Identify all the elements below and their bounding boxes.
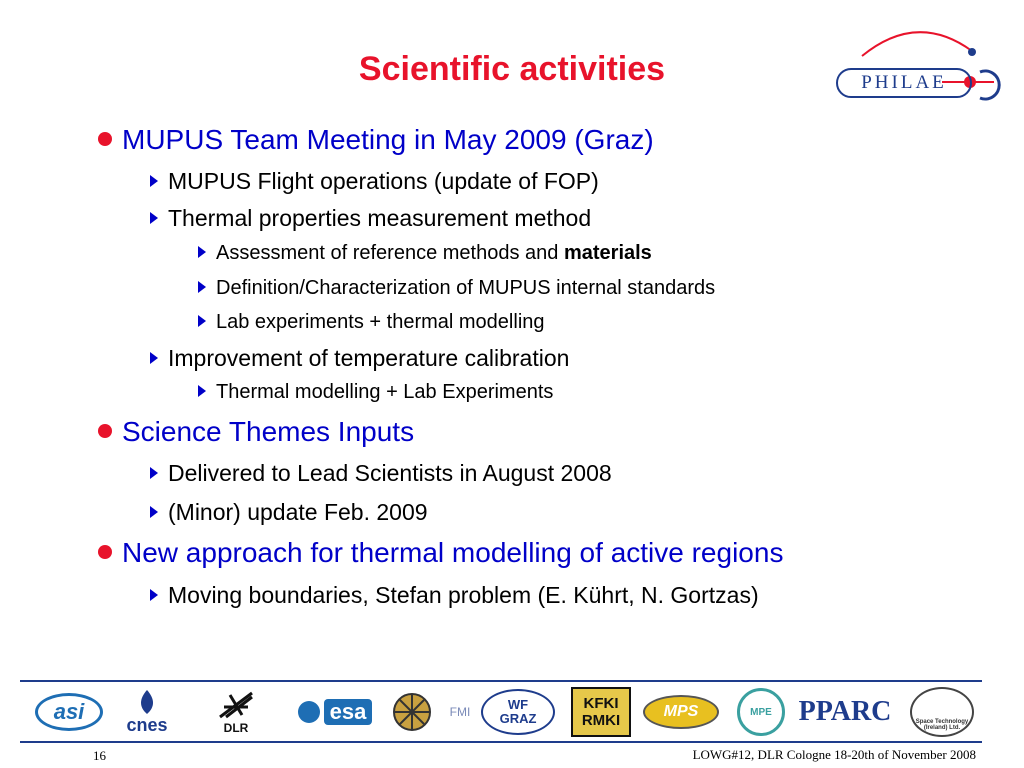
sti-logo (904, 683, 980, 741)
bullet-text: MUPUS Team Meeting in May 2009 (Graz) (122, 124, 654, 155)
bullet-text: Thermal properties measurement method (168, 205, 592, 231)
globe-icon (392, 692, 432, 732)
arrow-right-icon (198, 281, 206, 293)
footer-rule-top (20, 680, 982, 682)
mps-logo-text: MPS (643, 695, 719, 729)
bullet-item (150, 460, 612, 487)
bullet-text: Moving boundaries, Stefan problem (E. Kührt, N. Gortzas) (168, 582, 759, 608)
bullet-item (198, 381, 553, 404)
kfki-logo (570, 683, 632, 741)
page-number: 16 (93, 748, 106, 763)
dlr-logo-text: DLR (223, 721, 249, 735)
footer-rule-bottom (20, 741, 982, 743)
kfki-logo-text: KFKI (583, 695, 619, 712)
bullet-item (150, 345, 569, 372)
bullet-text: New approach for thermal modelling of active regions (122, 537, 784, 568)
cnes-logo-text: cnes (126, 714, 168, 735)
bullet-item (98, 537, 783, 569)
pparc-logo-text: PPARC (798, 696, 892, 727)
arrow-right-icon (150, 175, 158, 187)
bullet-text: MUPUS Flight operations (update of FOP) (168, 168, 599, 194)
sti-logo-text: Space Technology (Ireland) Ltd. (910, 687, 974, 737)
bullet-text: Delivered to Lead Scientists in August 2008 (168, 460, 612, 486)
bullet-item (150, 168, 599, 195)
arrow-right-icon (150, 506, 158, 518)
partner-logos (20, 683, 982, 741)
bullet-item (98, 124, 654, 156)
slide-title: Scientific activities (358, 50, 666, 88)
fmi-logo-text: FMI (449, 705, 471, 719)
arrow-right-icon (198, 315, 206, 327)
bullet-item (150, 499, 428, 526)
footer-event-text: LOWG#12, DLR Cologne 18-20th of November 2008 (692, 747, 976, 762)
cnes-logo (116, 683, 178, 741)
asi-logo (34, 683, 104, 741)
bullet-text: (Minor) update Feb. 2009 (168, 499, 428, 525)
bullet-text: Science Themes Inputs (122, 416, 415, 447)
dlr-logo (200, 683, 272, 741)
bullet-text: Thermal modelling + Lab Experiments (216, 381, 554, 403)
wf-graz-logo (480, 683, 556, 741)
mpe-logo-text: MPE (737, 688, 785, 736)
bullet-text-bold: materials (563, 242, 652, 264)
arrow-right-icon (198, 385, 206, 397)
arrow-right-icon (198, 246, 206, 258)
mps-logo (642, 683, 720, 741)
bullet-dot-icon (98, 424, 112, 438)
philae-logo (822, 16, 1008, 112)
bullet-item (150, 582, 759, 609)
dlr-emblem-icon (216, 689, 256, 721)
bullet-item (98, 416, 414, 448)
esa-globe-icon (298, 701, 320, 723)
graz-logo-text: GRAZ (499, 711, 537, 726)
bullet-text: Lab experiments + thermal modelling (216, 311, 545, 333)
bullet-text: Definition/Characterization of MUPUS internal standards (216, 277, 716, 299)
rmki-logo-text: RMKI (581, 712, 621, 729)
bullet-text: Assessment of reference methods and (216, 242, 564, 264)
bullet-item (198, 242, 652, 265)
globe-logo (390, 683, 434, 741)
bullet-dot-icon (98, 132, 112, 146)
bullet-item (198, 311, 545, 334)
cnes-flame-icon (135, 689, 159, 715)
arrow-right-icon (150, 212, 158, 224)
arrow-right-icon (150, 467, 158, 479)
bullet-item (198, 277, 715, 300)
bullet-item (150, 205, 591, 232)
asi-logo-text: asi (35, 693, 103, 731)
wf-logo-text: WF (507, 697, 529, 712)
bullet-dot-icon (98, 545, 112, 559)
arrow-right-icon (150, 352, 158, 364)
arrow-right-icon (150, 589, 158, 601)
mpe-logo (736, 683, 786, 741)
esa-logo (288, 683, 382, 741)
esa-logo-text: esa (324, 699, 373, 725)
philae-logo-text: PHILAE (836, 68, 972, 98)
bullet-text: Improvement of temperature calibration (168, 345, 570, 371)
